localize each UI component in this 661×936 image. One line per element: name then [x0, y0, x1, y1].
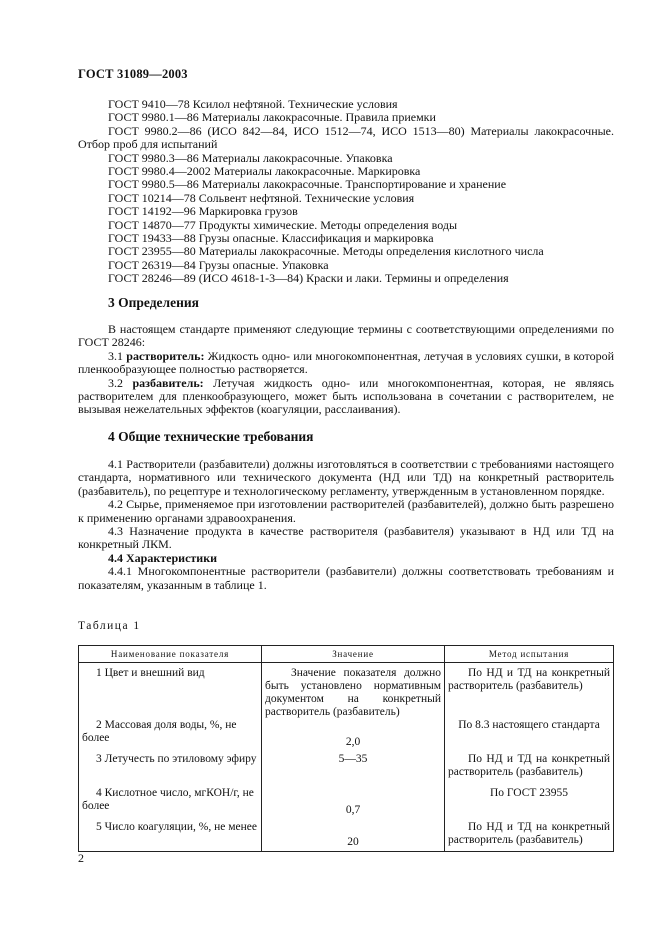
term-diluent: разбавитель: [132, 375, 204, 390]
cell-method: По НД и ТД на конкретный растворитель (разбавитель) [448, 821, 610, 846]
table-row [79, 719, 614, 753]
cell-value: 2,0 [345, 736, 361, 748]
table-row [79, 753, 614, 787]
cell-name: 1 Цвет и внешний вид [96, 667, 205, 679]
definitions-block [78, 323, 614, 417]
column-header-value: Значение [262, 646, 445, 663]
reference-item: ГОСТ 9980.3—86 Материалы лакокрасочные. Упаковка [108, 150, 393, 165]
cell-value: 5—35 [338, 753, 368, 765]
cell-name: 4 Кислотное число, мгКОН/г, не более [82, 787, 254, 812]
cell-name: 2 Массовая доля воды, %, не более [82, 719, 237, 744]
cell-method: По НД и ТД на конкретный растворитель (разбавитель) [448, 753, 610, 778]
table-row [79, 821, 614, 852]
paragraph-4-4-1: 4.4.1 Многокомпонентные растворители (разбавители) должны соответствовать требованиям и показателям, указанным в таблице 1. [78, 564, 614, 592]
table-header-row [79, 646, 614, 663]
cell-method: По НД и ТД на конкретный растворитель (разбавитель) [448, 667, 610, 692]
table-caption: Таблица 1 [78, 620, 141, 632]
reference-item: ГОСТ 14870—77 Продукты химические. Методы определения воды [108, 217, 458, 232]
table-row [79, 787, 614, 821]
column-header-method: Метод испытания [445, 646, 614, 663]
reference-item: ГОСТ 9980.1—86 Материалы лакокрасочные. Правила приемки [108, 110, 436, 125]
reference-item: ГОСТ 10214—78 Сольвент нефтяной. Технические условия [108, 190, 415, 205]
reference-item: ГОСТ 14192—96 Маркировка грузов [108, 204, 298, 219]
cell-value: Значение показателя должно быть установлено нормативным документом на конкретный растворитель (разбавитель) [265, 667, 441, 718]
references-list [78, 98, 614, 286]
reference-item: ГОСТ 19433—88 Грузы опасные. Классификация и маркировка [108, 231, 434, 246]
cell-value: 0,7 [345, 804, 361, 816]
paragraph-4-3: 4.3 Назначение продукта в качестве растворителя (разбавителя) указывают в НД или ТД на конкретный ЛКМ. [78, 524, 614, 552]
column-header-name: Наименование показателя [79, 646, 262, 663]
reference-item: ГОСТ 26319—84 Грузы опасные. Упаковка [108, 257, 329, 272]
reference-item: ГОСТ 9980.2—86 (ИСО 842—84, ИСО 1512—74, ИСО 1513—80) Материалы лакокрасочные. Отбор проб для испытаний [78, 123, 614, 152]
cell-method: По 8.3 настоящего стандарта [458, 719, 600, 731]
cell-value: 20 [347, 836, 359, 848]
table-row [79, 667, 614, 719]
page-number: 2 [78, 851, 84, 865]
requirements-block [78, 458, 614, 592]
definition-diluent: 3.2 разбавитель: Летучая жидкость одно- или многокомпонентная, которая, не являясь растворителем для пленкообразующего, может быть использована в сочетании с растворителем, не вызывая нежелательных эффектов (коагуляции, расслаивания). [78, 375, 615, 417]
reference-item: ГОСТ 28246—89 (ИСО 4618-1-3—84) Краски и лаки. Термины и определения [108, 271, 509, 286]
section-4-title: 4 Общие технические требования [108, 429, 314, 444]
paragraph-4-2: 4.2 Сырье, применяемое при изготовлении растворителей (разбавителей), должно быть разрешено к применению органами здравоохранения. [78, 497, 614, 525]
cell-method: По ГОСТ 23955 [489, 787, 569, 799]
reference-item: ГОСТ 9980.5—86 Материалы лакокрасочные. Транспортирование и хранение [108, 177, 507, 192]
page-header: ГОСТ 31089—2003 [78, 67, 188, 81]
term-solvent: растворитель: [126, 348, 205, 363]
reference-item: ГОСТ 9410—78 Ксилол нефтяной. Технические условия [108, 97, 398, 111]
definition-solvent: 3.1 растворитель: Жидкость одно- или многокомпонентная, летучая в условиях сушки, в которой пленкообразующее полностью растворяется. [78, 348, 615, 377]
characteristics-table [78, 645, 614, 852]
section-3-title: 3 Определения [108, 295, 199, 310]
cell-name: 5 Число коагуляции, %, не менее [96, 821, 257, 833]
reference-item: ГОСТ 23955—80 Материалы лакокрасочные. Методы определения кислотного числа [108, 244, 544, 259]
subsection-4-4-title: 4.4 Характеристики [108, 550, 218, 565]
paragraph-4-1: 4.1 Растворители (разбавители) должны изготовляться в соответствии с требованиями настоящего стандарта, нормативного или технического документа (НД или ТД) на конкретный растворитель (разбавитель), по рецептуре и технологическому регламенту, утвержденным в установленном порядке. [78, 457, 614, 498]
definitions-intro: В настоящем стандарте применяют следующие термины с соответствующими определениями по ГОСТ 28246: [78, 322, 614, 350]
reference-item: ГОСТ 9980.4—2002 Материалы лакокрасочные. Маркировка [108, 164, 421, 179]
cell-name: 3 Летучесть по этиловому эфиру [96, 753, 257, 765]
